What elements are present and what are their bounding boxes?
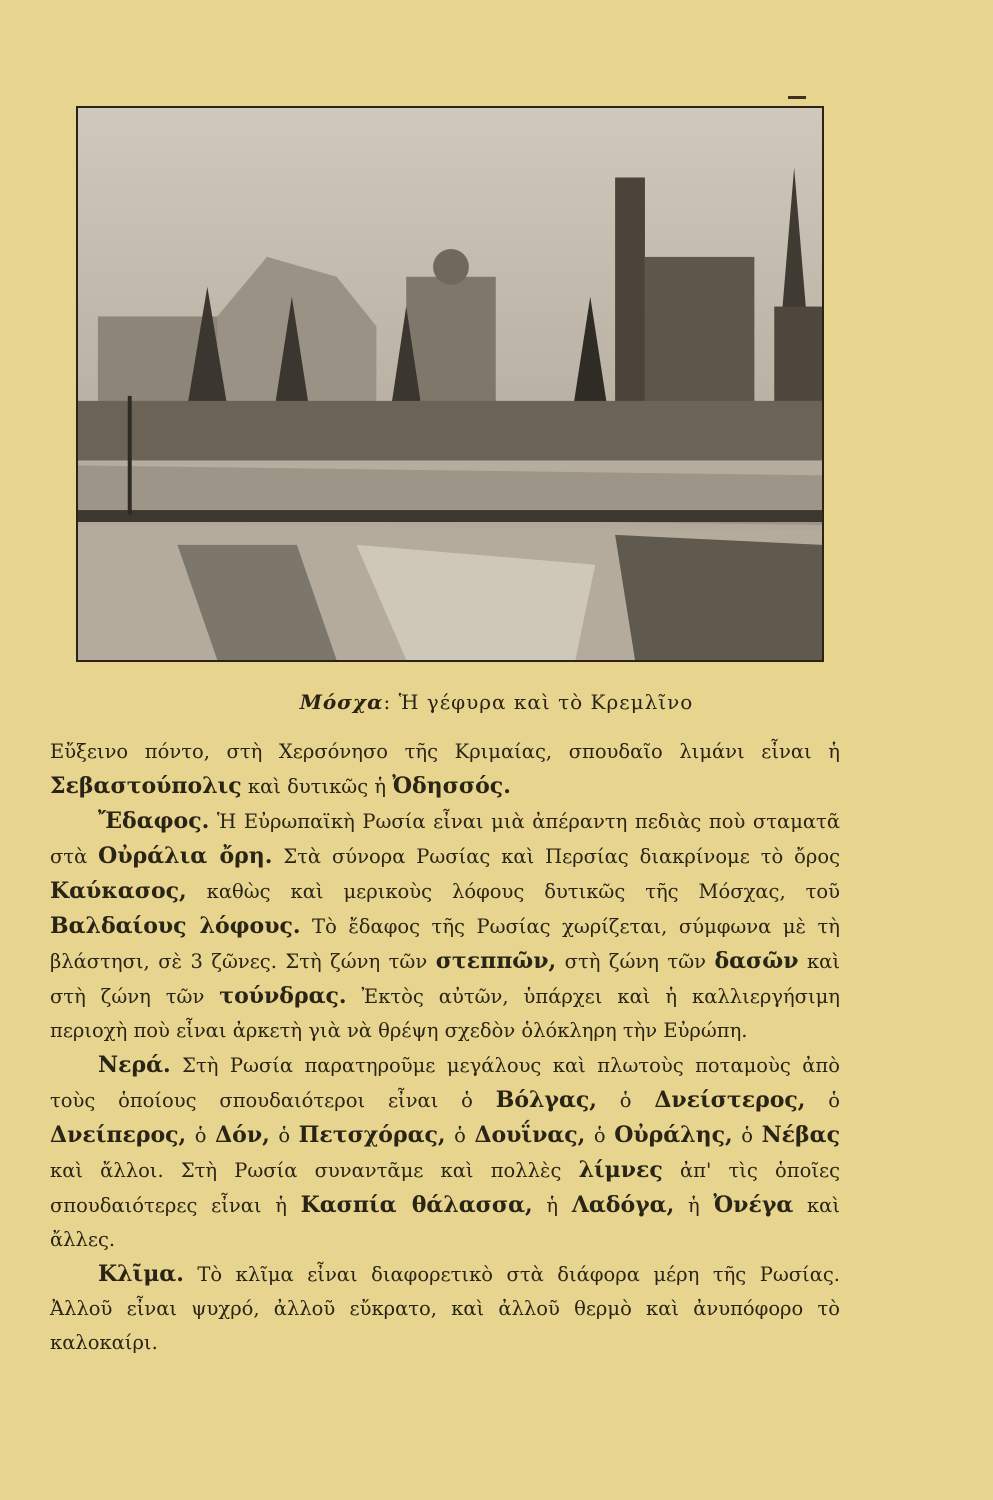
caption-city: Μόσχα	[299, 690, 384, 714]
river-name: Δουΐνας,	[474, 1122, 586, 1148]
cathedral-dome	[433, 249, 469, 285]
river-name: Δνείστερος,	[654, 1087, 806, 1113]
text-run: Τὸ κλῖμα εἶναι διαφορετικὸ στὰ διάφορα μέρη τῆς Ρωσίας. Ἀλλοῦ εἶναι ψυχρό, ἀλλοῦ εὔκρατο, καὶ ἀλλοῦ θερμὸ καὶ ἀνυπόφορο τὸ καλοκαίρι.	[50, 1263, 840, 1354]
section-heading: Νερά.	[98, 1052, 171, 1078]
paragraph-climate	[50, 1257, 840, 1360]
text-run: Τὸ ἔδαφος τῆς Ρωσίας χωρίζεται, σύμφωνα μὲ τὴ βλάστησι, σὲ 3 ζῶνες. Στὴ ζώνη τῶν	[50, 915, 840, 973]
text-run: ἡ	[532, 1194, 572, 1217]
term: στεππῶν,	[435, 948, 557, 974]
text-run: ὁ	[596, 1089, 655, 1112]
river-name: Βόλγας,	[495, 1087, 597, 1113]
cathedral	[406, 277, 496, 406]
section-heading: Κλῖμα.	[98, 1261, 184, 1287]
lamp-post	[128, 396, 132, 515]
river-name: Δνείπερος,	[50, 1122, 187, 1148]
place-name: Σεβαστούπολις	[50, 773, 242, 799]
paragraph	[50, 735, 840, 804]
caption-text: : Ἡ γέφυρα καὶ τὸ Κρεμλῖνο	[383, 690, 694, 714]
kremlin-bridge-photo	[76, 106, 824, 662]
term: λίμνες	[578, 1157, 663, 1183]
term: δασῶν	[714, 948, 799, 974]
photo-caption	[0, 690, 993, 714]
paragraph-waters	[50, 1048, 840, 1257]
place-name: Βαλδαίους λόφους.	[50, 913, 301, 939]
text-run: καὶ δυτικῶς ἡ	[241, 775, 393, 798]
text-run: καὶ στὴ ζώνη τῶν	[50, 950, 840, 1008]
text-run: ἡ	[674, 1194, 714, 1217]
text-run: Ἐκτὸς αὐτῶν, ὑπάρχει καὶ ἡ καλλιεργήσιμη περιοχὴ ποὺ εἶναι ἀρκετὴ γιὰ νὰ θρέψη σχεδὸν ὁλόκληρη τὴν Εὐρώπη.	[50, 985, 840, 1042]
bell-tower	[615, 177, 645, 405]
page-mark	[788, 96, 806, 99]
lake-name: Κασπία θάλασσα,	[300, 1192, 533, 1218]
paragraph-terrain	[50, 804, 840, 1048]
text-run: ἀπ' τὶς ὁποῖες σπουδαιότερες εἶναι ἡ	[50, 1159, 841, 1217]
river-name: Νέβας	[761, 1122, 840, 1148]
lake-name: Ὀνέγα	[713, 1192, 794, 1218]
kremlin-wall	[78, 401, 822, 461]
place-name: Οὐράλια ὄρη.	[98, 843, 273, 869]
river-name: Πετσχόρας,	[298, 1122, 446, 1148]
text-run: ὁ	[805, 1089, 840, 1112]
text-run: Στὴ Ρωσία παρατηροῦμε μεγάλους καὶ πλωτοὺς ποταμοὺς ἀπὸ τοὺς ὁποίους σπουδαιότεροι εἶναι ὁ	[50, 1054, 840, 1112]
text-run: καὶ ἄλλες.	[50, 1194, 840, 1251]
text-run: ὁ	[186, 1124, 216, 1147]
text-run: ὁ	[269, 1124, 299, 1147]
bridge-rail	[78, 510, 822, 522]
photo-illustration	[78, 108, 822, 660]
place-name: Καύκασος,	[50, 878, 187, 904]
section-heading: Ἔδαφος.	[98, 808, 210, 834]
text-run: καὶ ἄλλοι. Στὴ Ρωσία συναντᾶμε καὶ πολλὲς	[50, 1159, 579, 1182]
tower-right	[774, 307, 822, 416]
body-text	[50, 735, 840, 1360]
text-run: καθὼς καὶ μερικοὺς λόφους δυτικῶς τῆς Μόσχας, τοῦ	[186, 880, 840, 903]
text-run: Εὔξεινο πόντο, στὴ Χερσόνησο τῆς Κριμαίας, σπουδαῖο λιμάνι εἶναι ἡ	[50, 740, 840, 763]
term: τούνδρας.	[219, 983, 347, 1009]
place-name: Ὀδησσός.	[392, 773, 511, 799]
text-run: ὁ	[585, 1124, 615, 1147]
text-run: ὁ	[445, 1124, 475, 1147]
text-run: ὁ	[732, 1124, 762, 1147]
text-run: Ἡ Εὐρωπαϊκὴ Ρωσία εἶναι μιὰ ἀπέραντη πεδιὰς ποὺ σταματᾶ στὰ	[50, 810, 840, 868]
embankment	[615, 535, 822, 660]
text-run: στὴ ζώνη τῶν	[556, 950, 715, 973]
lake-name: Λαδόγα,	[571, 1192, 675, 1218]
text-run: Στὰ σύνορα Ρωσίας καὶ Περσίας διακρίνομε τὸ ὄρος	[272, 845, 841, 868]
river-name: Δόν,	[215, 1122, 270, 1148]
church-block	[645, 257, 754, 406]
river-name: Οὐράλης,	[614, 1122, 733, 1148]
